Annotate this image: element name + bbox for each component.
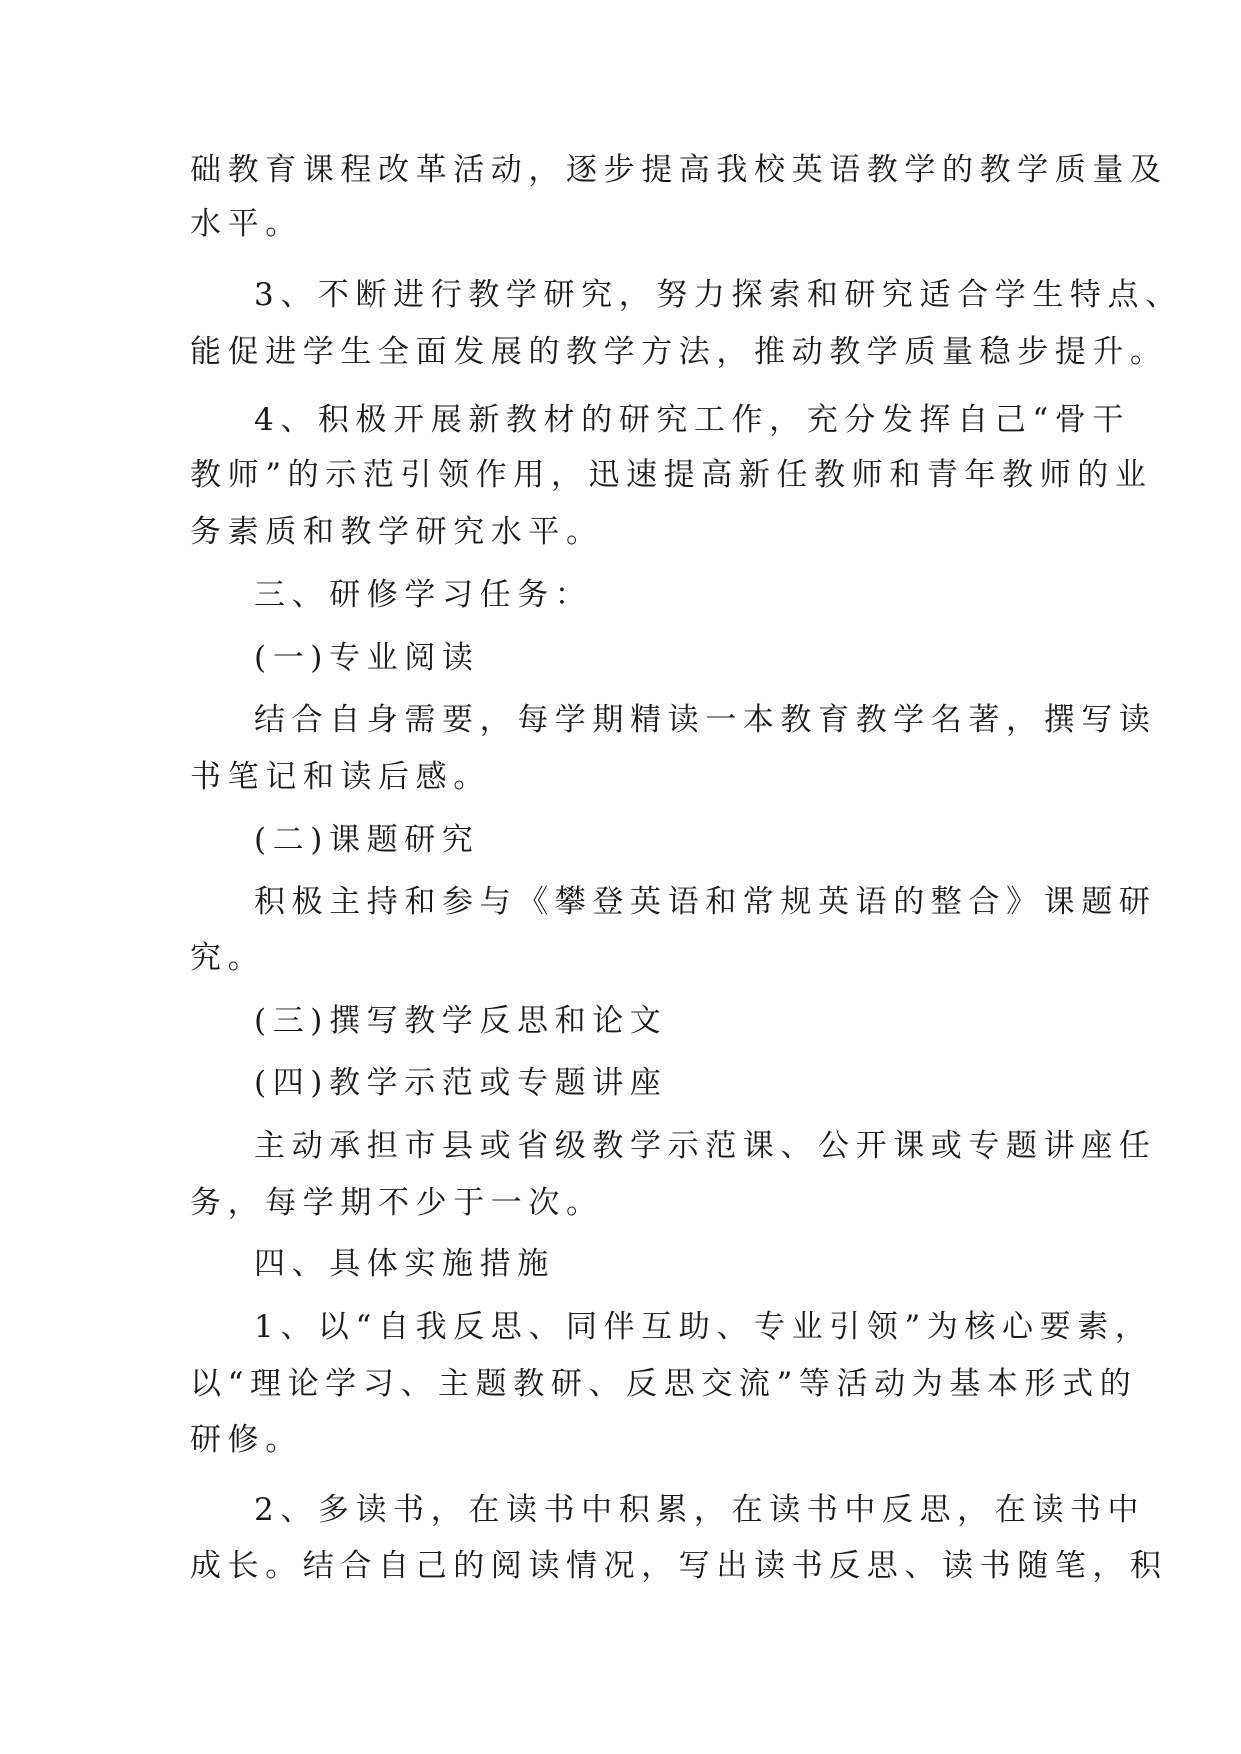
text-line: 务素质和教学研究水平。 xyxy=(190,514,604,550)
text-line: 2、多读书，在读书中积累，在读书中反思，在读书中 xyxy=(254,1492,1146,1528)
subsection-heading: (三)撰写教学反思和论文 xyxy=(254,1003,668,1039)
text-line: 础教育课程改革活动，逐步提高我校英语教学的教学质量及 xyxy=(190,152,1168,188)
text-line: 能促进学生全面发展的教学方法，推动教学质量稳步提升。 xyxy=(190,334,1168,370)
text-line: 4、积极开展新教材的研究工作，充分发挥自己“骨干 xyxy=(254,402,1130,438)
text-line: 成长。结合自己的阅读情况，写出读书反思、读书随笔，积 xyxy=(190,1548,1168,1584)
text-line: 主动承担市县或省级教学示范课、公开课或专题讲座任 xyxy=(254,1128,1157,1164)
section-heading: 四、具体实施措施 xyxy=(254,1246,555,1282)
subsection-heading: (二)课题研究 xyxy=(254,822,480,858)
text-line: 积极主持和参与《攀登英语和常规英语的整合》课题研 xyxy=(254,884,1157,920)
text-line: 教师”的示范引领作用，迅速提高新任教师和青年教师的业 xyxy=(190,457,1153,493)
subsection-heading: (四)教学示范或专题讲座 xyxy=(254,1065,668,1101)
text-line: 结合自身需要，每学期精读一本教育教学名著，撰写读 xyxy=(254,702,1157,738)
subsection-heading: (一)专业阅读 xyxy=(254,640,480,676)
text-line: 研修。 xyxy=(190,1422,303,1458)
text-line: 以“理论学习、主题教研、反思交流”等活动为基本形式的 xyxy=(190,1366,1138,1402)
text-line: 3、不断进行教学研究，努力探索和研究适合学生特点、 xyxy=(254,277,1183,313)
text-line: 究。 xyxy=(190,940,266,976)
text-line: 水平。 xyxy=(190,206,303,242)
text-line: 1、以“自我反思、同伴互助、专业引领”为核心要素， xyxy=(254,1309,1153,1345)
text-line: 务，每学期不少于一次。 xyxy=(190,1185,604,1221)
section-heading: 三、研修学习任务： xyxy=(254,577,593,613)
text-line: 书笔记和读后感。 xyxy=(190,759,491,795)
